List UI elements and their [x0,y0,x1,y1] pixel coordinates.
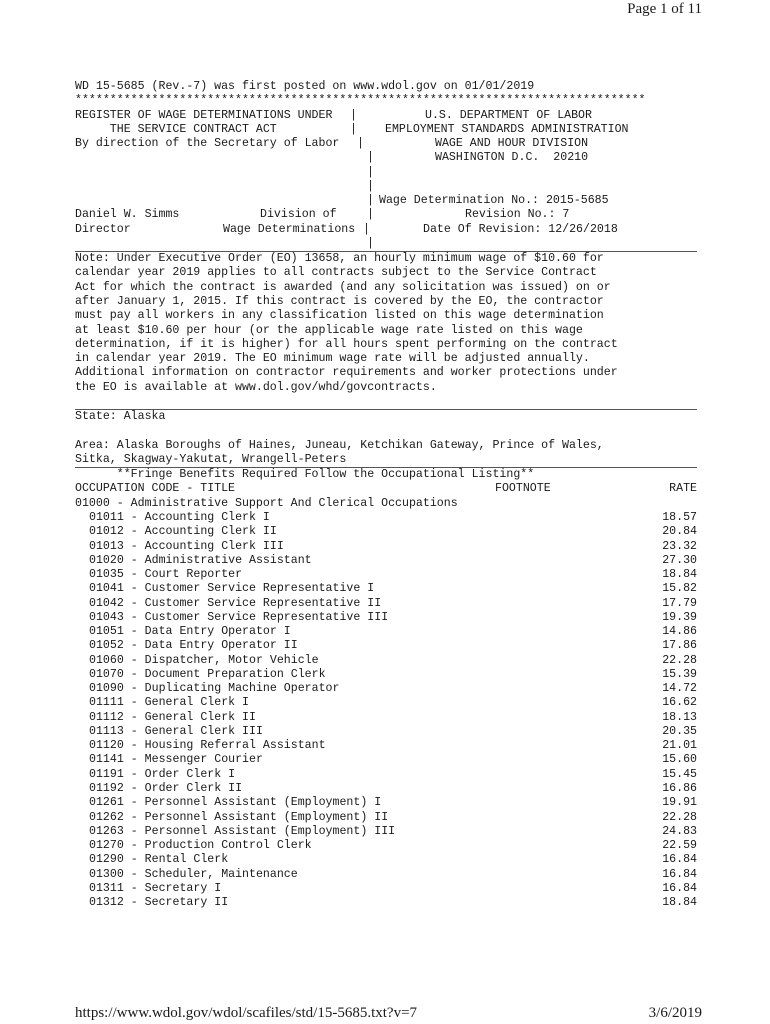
note-line: the EO is available at www.dol.gov/whd/govcontracts. [75,380,437,394]
division-name: WAGE AND HOUR DIVISION [435,137,589,151]
occupation-title: 01013 - Accounting Clerk III [89,539,284,553]
table-row [75,753,697,767]
star-separator: ********************************************************************************** [75,94,646,108]
table-row [75,811,697,825]
administration-name: EMPLOYMENT STANDARDS ADMINISTRATION [385,122,629,136]
header-row [75,109,697,123]
occupation-title: 01191 - Order Clerk I [89,767,236,781]
column-divider: | [350,108,357,122]
occupation-title: 01041 - Customer Service Representative I [89,582,375,596]
occupation-rate: 22.59 [662,839,697,853]
section-rule [75,395,697,410]
occupation-title: 01262 - Personnel Assistant (Employment) II [89,810,389,824]
table-row [75,682,697,696]
occupation-rows [75,511,697,910]
occupation-rate: 19.39 [662,610,697,624]
occupation-rate: 15.82 [662,582,697,596]
occupation-title: 01012 - Accounting Clerk II [89,525,277,539]
occupation-title: 01112 - General Clerk II [89,710,256,724]
note-line: at least $10.60 per hour (or the applicable wage rate listed on this wage [75,323,583,337]
table-row [75,896,697,910]
occupation-rate: 16.84 [662,881,697,895]
occupation-rate: 14.86 [662,625,697,639]
occupation-title: 01312 - Secretary II [89,896,229,910]
division-label-2: Wage Determinations [223,222,356,236]
signer-title: Director [75,222,131,236]
header-row [75,151,697,165]
column-divider: | [367,179,374,193]
revision-date: Date Of Revision: 12/26/2018 [423,222,618,236]
table-row [75,696,697,710]
occupation-rate: 15.45 [662,767,697,781]
occupation-title: 01290 - Rental Clerk [89,853,229,867]
department-address: WASHINGTON D.C. 20210 [435,151,589,165]
category-heading: 01000 - Administrative Support And Clerical Occupations [75,496,458,510]
blank-line [75,424,697,438]
occupation-rate: 21.01 [662,739,697,753]
occupation-title: 01111 - General Clerk I [89,696,250,710]
occupation-title: 01300 - Scheduler, Maintenance [89,867,298,881]
table-row [75,611,697,625]
column-header-footnote: FOOTNOTE [495,482,551,496]
table-header [75,482,697,496]
occupation-rate: 15.39 [662,667,697,681]
occupation-rate: 15.60 [662,753,697,767]
table-row [75,739,697,753]
column-header-rate: RATE [669,482,697,496]
table-row [75,597,697,611]
wage-determination-number: Wage Determination No.: 2015-5685 [379,194,609,208]
occupation-rate: 22.28 [662,653,697,667]
footer-url: https://www.wdol.gov/wdol/scafiles/std/15-5685.txt?v=7 [75,1005,418,1021]
occupation-rate: 19.91 [662,796,697,810]
table-row [75,882,697,896]
note-line: in calendar year 2019. The EO minimum wage rate will be adjusted annually. [75,352,590,366]
occupation-rate: 17.79 [662,596,697,610]
column-divider: | [367,236,374,250]
header-row [75,208,697,222]
note-line: Additional information on contractor requirements and worker protections under [75,366,618,380]
note-line: after January 1, 2015. If this contract is covered by the EO, the contractor [75,294,604,308]
occupation-rate: 17.86 [662,639,697,653]
occupation-rate: 20.84 [662,525,697,539]
occupation-rate: 24.83 [662,824,697,838]
header-row [75,180,697,194]
occupation-title: 01051 - Data Entry Operator I [89,625,291,639]
occupation-title: 01113 - General Clerk III [89,724,263,738]
department-name: U.S. DEPARTMENT OF LABOR [425,108,592,122]
note-line: Note: Under Executive Order (EO) 13658, an hourly minimum wage of $10.60 for [75,252,604,266]
division-label: Division of [260,208,337,222]
posted-line: WD 15-5685 (Rev.-7) was first posted on www.wdol.gov on 01/01/2019 [75,80,535,93]
occupation-title: 01052 - Data Entry Operator II [89,639,298,653]
column-divider: | [363,222,370,236]
table-row [75,825,697,839]
column-divider: | [357,137,364,151]
note-line: must pay all workers in any classification listed on this wage determination [75,309,604,323]
act-title: THE SERVICE CONTRACT ACT [75,122,277,136]
occupation-title: 01043 - Customer Service Representative III [89,610,389,624]
header-bottom-rule [75,237,697,252]
occupation-rate: 18.57 [662,510,697,524]
occupation-rate: 14.72 [662,682,697,696]
occupation-rate: 16.84 [662,853,697,867]
table-row [75,853,697,867]
column-divider: | [367,151,374,165]
table-row [75,525,697,539]
column-divider: | [367,165,374,179]
occupation-rate: 23.32 [662,539,697,553]
register-title: REGISTER OF WAGE DETERMINATIONS UNDER [75,108,333,122]
occupation-title: 01060 - Dispatcher, Motor Vehicle [89,653,319,667]
note-line: calendar year 2019 applies to all contracts subject to the Service Contract [75,266,597,280]
occupation-title: 01141 - Messenger Courier [89,753,263,767]
table-row [75,668,697,682]
header-row [75,194,697,208]
state-label: State: Alaska [75,410,166,424]
occupation-title: 01035 - Court Reporter [89,568,243,582]
occupation-title: 01120 - Housing Referral Assistant [89,739,326,753]
occupation-rate: 16.86 [662,782,697,796]
table-row [75,582,697,596]
header-row [75,123,697,137]
table-row [75,782,697,796]
occupation-rate: 20.35 [662,724,697,738]
occupation-title: 01261 - Personnel Assistant (Employment) I [89,796,382,810]
occupation-rate: 27.30 [662,553,697,567]
area-line: Area: Alaska Boroughs of Haines, Juneau, Ketchikan Gateway, Prince of Wales, [75,438,604,452]
signer-name: Daniel W. Simms [75,208,180,222]
occupation-table [75,468,697,910]
table-row [75,540,697,554]
revision-number: Revision No.: 7 [465,208,570,222]
note-line: determination, if it is higher) for all hours spent performing on the contract [75,337,618,351]
occupation-title: 01090 - Duplicating Machine Operator [89,682,340,696]
page-number: Page 1 of 11 [627,1,702,17]
occupation-title: 01263 - Personnel Assistant (Employment) III [89,824,396,838]
occupation-rate: 18.84 [662,568,697,582]
occupation-title: 01042 - Customer Service Representative II [89,596,382,610]
occupation-rate: 22.28 [662,810,697,824]
header-row [75,166,697,180]
occupation-title: 01311 - Secretary I [89,881,222,895]
column-divider: | [367,194,374,208]
column-divider: | [367,208,374,222]
column-header-code-title: OCCUPATION CODE - TITLE [75,482,236,496]
fringe-benefits-note: **Fringe Benefits Required Follow the Occupational Listing** [75,468,535,482]
occupation-rate: 16.84 [662,867,697,881]
occupation-title: 01020 - Administrative Assistant [89,553,312,567]
wage-determination-document [75,80,697,910]
occupation-rate: 18.13 [662,710,697,724]
secretary-direction: By direction of the Secretary of Labor [75,137,340,151]
eo-note [75,252,697,395]
table-row [75,839,697,853]
header-block [75,109,697,253]
table-row [75,711,697,725]
header-row [75,137,697,151]
table-row [75,511,697,525]
column-divider: | [350,122,357,136]
occupation-title: 01011 - Accounting Clerk I [89,510,270,524]
area-line: Sitka, Skagway-Yakutat, Wrangell-Peters [75,453,697,468]
footer-date: 3/6/2019 [648,1005,702,1021]
occupation-title: 01070 - Document Preparation Clerk [89,667,326,681]
table-row [75,554,697,568]
note-line: Act for which the contract is awarded (and any solicitation was issued) on or [75,280,611,294]
table-row [75,796,697,810]
table-row [75,768,697,782]
table-row [75,568,697,582]
table-row [75,639,697,653]
occupation-title: 01270 - Production Control Clerk [89,839,312,853]
occupation-title: 01192 - Order Clerk II [89,782,243,796]
table-row [75,725,697,739]
header-row [75,223,697,237]
table-row [75,625,697,639]
occupation-rate: 18.84 [662,896,697,910]
occupation-rate: 16.62 [662,696,697,710]
table-row [75,654,697,668]
table-row [75,868,697,882]
